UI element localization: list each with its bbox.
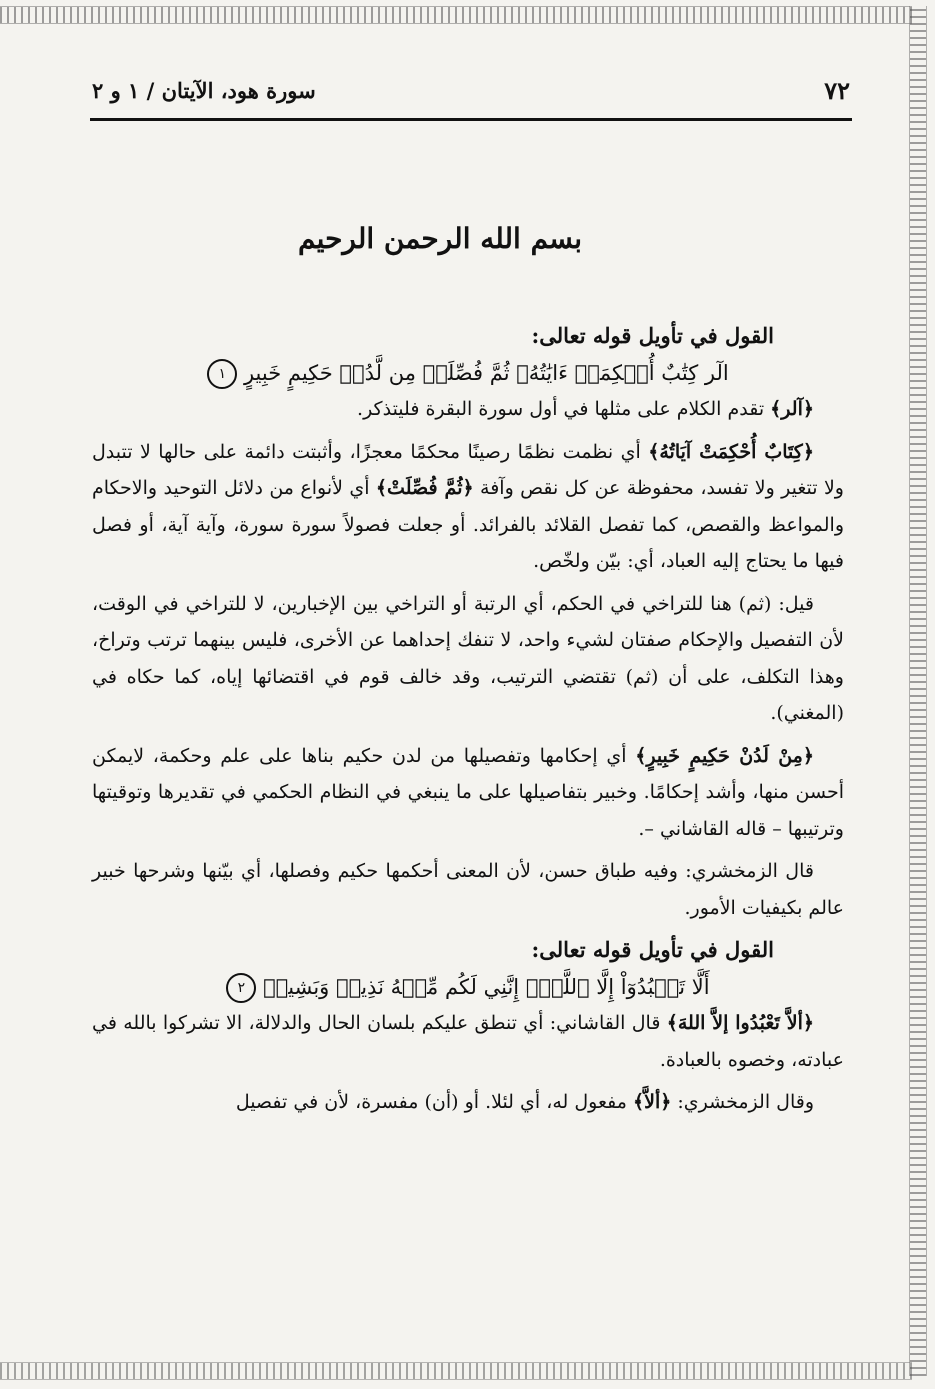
paragraph [92,391,844,428]
paragraph [92,434,844,580]
paragraph-text: أي نظمت نظمًا رصينًا محكمًا معجزًا، وأثبتت دائمة على حالها لا تتبدل ولا تتغير ولا تفسد، محفوظة عن كل نقص وآفة [92,440,844,499]
quoted-term: ﴿ألاَّ تَعْبُدُوا إلاَّ اللهَ﴾ [666,1012,814,1034]
paragraph-text: تقدم الكلام على مثلها في أول سورة البقرة فليتذكر. [357,398,771,420]
quoted-term: ﴿ألاَّ﴾ [632,1091,672,1113]
basmala: بسم الله الرحمن الرحيم [298,222,582,255]
verse-text: أَلَّا تَعۡبُدُوٓاْ إِلَّا ٱللَّهَۚ إِنَّنِي لَكُم مِّنۡهُ نَذِيرٞ وَبَشِيرٞ [263,974,710,999]
paragraph-text: أي إحكامها وتفصيلها من لدن حكيم بناها على علم وحكمة، لايمكن أحسن منها، وأشد إحكامًا. وخبير بتفاصيلها على ما ينبغي في النظام الحكمي في تقديرها وتوقيتها وترتيبها – قاله القاشاني –. [92,744,844,840]
section-heading: القول في تأويل قوله تعالى: [531,323,774,348]
paragraph: قيل: (ثم) هنا للتراخي في الحكم، أي الرتبة أو التراخي بين الإخبارين، لا للتراخي في الوقت، لأن التفصيل والإحكام صفتان لشيء واحد، لا تنفك إحداهما عن الأخرى، فليس بينهما ترتب وتراخ، وهذا التكلف، على أن (ثم) تقتضي الترتيب، وقد خالف قوم في اقتضائها إياه، كما حكاه في (المغني). [92,592,844,724]
decorative-border-top [0,6,912,24]
paragraph: قال الزمخشري: وفيه طباق حسن، لأن المعنى أحكمها حكيم وفصلها، أي بيّنها وشرحها خبير عالم بكيفيات الأمور. [92,860,844,919]
verse-number-marker: ٢ [226,973,256,1003]
quoted-term: ﴿مِنْ لَدُنْ حَكِيمٍ خَبِيرٍ﴾ [635,744,814,767]
decorative-border-bottom [0,1362,912,1380]
quoted-term: ﴿آلر﴾ [770,398,814,420]
quran-verse [92,969,844,1006]
paragraph-text: وقال الزمخشري: [671,1091,814,1113]
quoted-term: ﴿كِتَابٌ أُحْكِمَتْ آيَاتُهُ﴾ [648,440,814,463]
verse-number-marker: ١ [207,359,237,389]
header-rule [90,118,852,121]
quran-verse [92,355,844,392]
running-title: سورة هود، الآيتان / ١ و ٢ [92,77,316,103]
decorative-border-right [909,6,927,1376]
paragraph-text: مفعول له، أي لئلا. أو (أن) مفسرة، لأن في تفصيل [235,1091,633,1113]
page-number: ٧٢ [824,75,850,105]
quoted-term: ﴿ثُمَّ فُصِّلَتْ﴾ [375,477,474,499]
main-text [92,318,844,1127]
paragraph [92,1005,844,1078]
page-header [92,68,850,112]
paragraph-text: أي لأنواع من دلائل التوحيد والاحكام والمواعظ والقصص، كما تفصل القلائد بالفرائد. أو جعلت فصولاً سورة سورة، وآية آية، أو فصل فيها ما يحتاج إليه العباد، أي: بيّن ولخّص. [92,477,844,572]
paragraph [92,1084,844,1121]
paragraph [92,738,844,848]
paragraph-text: قال القاشاني: أي تنطق عليكم بلسان الحال والدلالة، الا تشركوا بالله في عبادته، وخصوه بالعبادة. [92,1012,844,1071]
verse-text: الٓر كِتَٰبٌ أُحۡكِمَتۡ ءَايَٰتُهُۥ ثُمَّ فُصِّلَتۡ مِن لَّدُنۡ حَكِيمٍ خَبِيرٍ [243,360,729,385]
section-heading: القول في تأويل قوله تعالى: [531,937,774,962]
